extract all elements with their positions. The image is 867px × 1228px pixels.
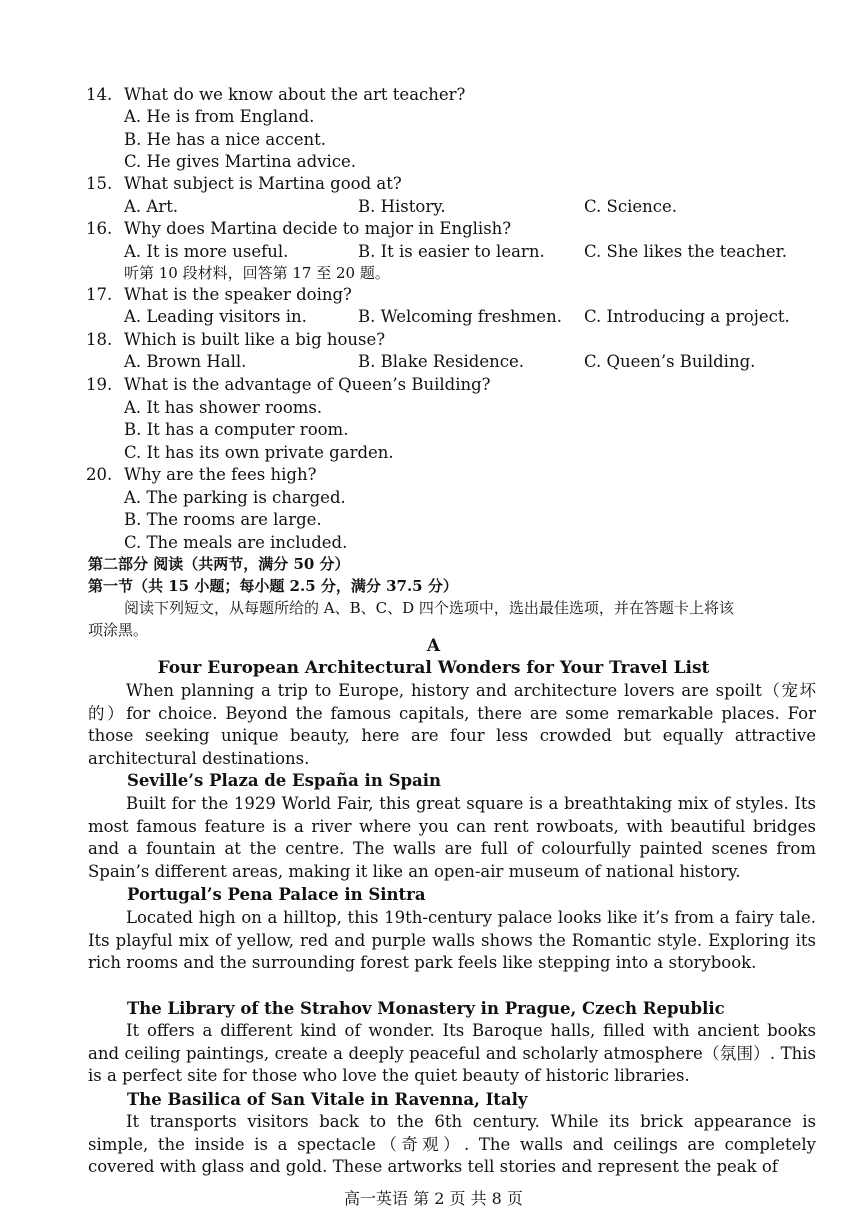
option-c: C. Queen’s Building. [584, 352, 756, 371]
question-stem: What do we know about the art teacher? [124, 85, 466, 104]
part2-title: 第二部分 阅读（共两节，满分 50 分） [88, 555, 350, 573]
question-number: 15. [86, 174, 113, 193]
option-b: B. Blake Residence. [358, 352, 524, 371]
question-number: 18. [86, 330, 113, 349]
question-stem: Which is built like a big house? [124, 330, 386, 349]
reading-instruction: 阅读下列短文，从每题所给的 A、B、C、D 四个选项中，选出最佳选项，并在答题卡上将该 [124, 599, 734, 617]
option-a: A. Art. [124, 197, 179, 216]
passage-intro: When planning a trip to Europe, history and architecture lovers are spoilt（宠坏的）for choice. Beyond the famous capitals, there are some remarkable places. For those seeking unique beauty, here are four less crowded but equally attractive architectural destinations. [88, 681, 816, 769]
option-b: B. It has a computer room. [124, 420, 349, 439]
section-text: It offers a different kind of wonder. Its Baroque halls, filled with ancient books and ceiling paintings, create a deeply peaceful and scholarly atmosphere（氛围）. This is a perfect site for those who love the quiet beauty of historic libraries. [88, 1021, 816, 1086]
question-number: 20. [86, 465, 113, 484]
section1-title: 第一节（共 15 小题；每小题 2.5 分，满分 37.5 分） [88, 577, 458, 595]
question-number: 17. [86, 285, 113, 304]
option-a: A. It is more useful. [124, 242, 289, 261]
listening-instruction: 听第 10 段材料，回答第 17 至 20 题。 [124, 264, 390, 282]
option-c: C. It has its own private garden. [124, 443, 394, 462]
option-a: A. He is from England. [124, 107, 315, 126]
passage-title: Four European Architectural Wonders for Your Travel List [157, 658, 710, 678]
question-stem: What subject is Martina good at? [124, 174, 402, 193]
section-text: Built for the 1929 World Fair, this great square is a breathtaking mix of styles. Its most famous feature is a river where you can rent rowboats, with beautiful bridges and a fountain at the centre. The walls are full of colourfully painted scenes from Spain’s different areas, making it like an open-air museum of national history. [88, 794, 816, 882]
option-b: B. It is easier to learn. [358, 242, 545, 261]
option-c: C. He gives Martina advice. [124, 152, 357, 171]
option-c: C. The meals are included. [124, 533, 348, 552]
question-number: 16. [86, 219, 113, 238]
option-c: C. She likes the teacher. [584, 242, 787, 261]
option-b: B. Welcoming freshmen. [358, 307, 562, 326]
option-c: C. Introducing a project. [584, 307, 790, 326]
option-a: A. Leading visitors in. [124, 307, 307, 326]
question-stem: Why are the fees high? [124, 465, 317, 484]
option-c: C. Science. [584, 197, 677, 216]
question-stem: What is the speaker doing? [124, 285, 352, 304]
section-heading: The Library of the Strahov Monastery in Prague, Czech Republic [127, 999, 725, 1018]
option-b: B. He has a nice accent. [124, 130, 327, 149]
option-a: A. Brown Hall. [124, 352, 247, 371]
question-stem: What is the advantage of Queen’s Building? [124, 375, 491, 394]
section-heading: The Basilica of San Vitale in Ravenna, Italy [127, 1090, 528, 1109]
option-b: B. History. [358, 197, 446, 216]
option-a: A. It has shower rooms. [124, 398, 323, 417]
section-heading: Portugal’s Pena Palace in Sintra [127, 885, 426, 904]
question-number: 14. [86, 85, 113, 104]
section-text: It transports visitors back to the 6th century. While its brick appearance is simple, the inside is a spectacle（奇观）. The walls and ceilings are completely covered with glass and gold. These artworks tell stories and represent the peak of [88, 1112, 816, 1177]
section-text: Located high on a hilltop, this 19th-century palace looks like it’s from a fairy tale. Its playful mix of yellow, red and purple walls shows the Romantic style. Exploring its rich rooms and the surrounding forest park feels like stepping into a storybook. [88, 908, 816, 973]
option-a: A. The parking is charged. [124, 488, 346, 507]
option-b: B. The rooms are large. [124, 510, 322, 529]
section-heading: Seville’s Plaza de España in Spain [127, 771, 441, 790]
reading-instruction-cont: 项涂黑。 [88, 621, 149, 639]
passage-letter: A [426, 636, 441, 656]
question-stem: Why does Martina decide to major in English? [124, 219, 512, 238]
question-number: 19. [86, 375, 113, 394]
page-footer: 高一英语 第 2 页 共 8 页 [344, 1189, 523, 1208]
